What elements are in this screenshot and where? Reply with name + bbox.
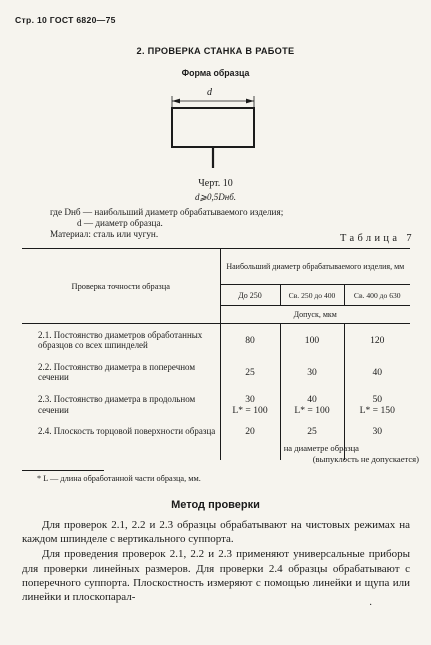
under-line: на диаметре образца	[283, 443, 359, 453]
length-note: L* = 150	[359, 404, 395, 416]
length-note: L* = 100	[232, 404, 268, 416]
value-cell: 50 L* = 150	[344, 388, 410, 422]
value-cell: 40	[344, 357, 410, 388]
value-cell: 25	[280, 422, 344, 460]
footnote: * L — длина обработанной части образца, мм.	[37, 474, 201, 483]
paragraph: Для проведения проверок 2.1, 2.2 и 2.3 применяют универсальные приборы для проверки линейных размеров. Для проверки 2.4 образцы обрабатывают с поперечного суппорта. Плоскостность измеряют с помощью линейки и щупа или линейки и плоскопарал-	[22, 548, 410, 604]
figure-caption: Форма образца	[181, 68, 250, 78]
header-check: Проверка точности образца	[22, 249, 220, 324]
value-cell: 100	[280, 324, 344, 357]
tolerance-label: Допуск, мкм	[220, 306, 410, 324]
where-line: d — диаметр образца.	[77, 218, 163, 228]
row-text: 2.1. Постоянство диаметров обработанных образцов со всех шпинделей	[38, 329, 203, 351]
paragraph: Для проверок 2.1, 2.2 и 2.3 образцы обрабатывают на чистовых режимах на каждом шпинделе с вертикального суппорта.	[22, 519, 410, 546]
sample-body	[172, 108, 254, 147]
value-cell: 30 L* = 100	[220, 388, 280, 422]
under-line: (выпуклость не допускается)	[312, 454, 419, 464]
dim-label: d	[207, 87, 212, 98]
value-cell: 30	[280, 357, 344, 388]
table-number: Таблица 7	[339, 233, 415, 244]
table-under-note	[0, 443, 431, 465]
value-cell: 40 L* = 100	[280, 388, 344, 422]
value-cell: 120	[344, 324, 410, 357]
value-cell: 30	[344, 422, 410, 460]
value-cell: 20	[220, 422, 280, 460]
value-cell: 80	[220, 324, 280, 357]
dim-arrow-right	[246, 99, 254, 104]
value-cell: 25	[220, 357, 280, 388]
col-header: Св. 250 до 400	[280, 285, 344, 306]
footnote-rule	[22, 470, 104, 471]
drawing-condition: d⩾0,5Dнб.	[194, 192, 237, 202]
tolerance-table	[22, 248, 410, 460]
table-row	[22, 357, 410, 388]
page-mark: ·	[369, 600, 373, 611]
col-header: Св. 400 до 630	[344, 285, 410, 306]
row-text: 2.3. Постоянство диаметра в продольном сечении	[38, 394, 196, 415]
drawing-number: Черт. 10	[198, 178, 233, 189]
col-header: До 250	[220, 285, 280, 306]
page-header: Стр. 10 ГОСТ 6820—75	[15, 15, 116, 25]
method-title: Метод проверки	[171, 499, 260, 511]
table-row	[22, 388, 410, 422]
row-text: 2.2. Постоянство диаметра в поперечном сечении	[38, 361, 196, 382]
table-row	[22, 324, 410, 357]
where-line: где Dнб — наибольший диаметр обрабатываемого изделия;	[50, 207, 284, 217]
method-body	[22, 518, 410, 605]
header-group: Наибольший диаметр обрабатываемого изделия, мм	[220, 249, 410, 285]
length-note: L* = 100	[294, 404, 330, 416]
section-title: 2. ПРОВЕРКА СТАНКА В РАБОТЕ	[136, 46, 295, 56]
row-text: 2.4. Плоскость торцовой поверхности образца	[38, 425, 216, 436]
dim-arrow-left	[172, 99, 180, 104]
sample-drawing	[0, 0, 431, 178]
where-line: Материал: сталь или чугун.	[50, 229, 159, 239]
